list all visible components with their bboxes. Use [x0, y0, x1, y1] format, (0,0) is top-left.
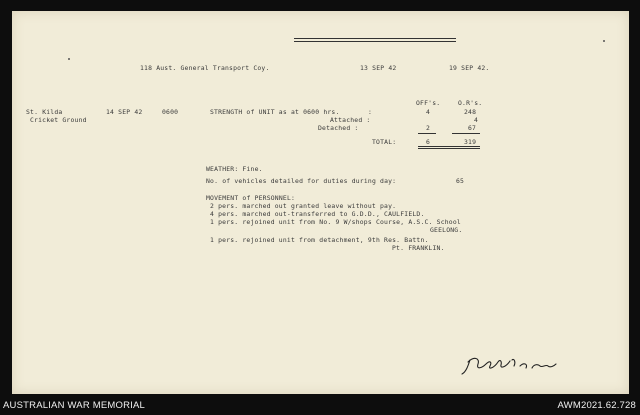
- detached-officers: 2: [426, 124, 431, 132]
- date-from: 13 SEP 42: [360, 64, 397, 72]
- top-rule-2: [294, 41, 456, 42]
- entry-date: 14 SEP 42: [106, 108, 143, 116]
- total-double-rule-1: [418, 146, 480, 147]
- place-line-1: St. Kilda: [26, 108, 63, 116]
- detached-label: Detached :: [318, 124, 359, 132]
- movement-line: 1 pers. rejoined unit from detachment, 9th Res. Battn.: [210, 236, 429, 244]
- movement-line: Pt. FRANKLIN.: [392, 244, 445, 252]
- vehicles-value: 65: [456, 177, 465, 185]
- col-header-officers: OFF's.: [416, 99, 441, 107]
- footer-institution: AUSTRALIAN WAR MEMORIAL: [3, 400, 146, 411]
- weather: WEATHER: Fine.: [206, 165, 263, 173]
- entry-time: 0600: [162, 108, 179, 116]
- movement-heading: MOVEMENT of PERSONNEL:: [206, 194, 296, 202]
- total-double-rule-2: [418, 148, 480, 149]
- total-rule-officers: [418, 133, 436, 134]
- strength-other-ranks: 248: [464, 108, 477, 116]
- paper-speck: [603, 40, 605, 42]
- detached-other-ranks: 67: [468, 124, 477, 132]
- attached-label: Attached :: [330, 116, 371, 124]
- date-to: 19 SEP 42.: [449, 64, 490, 72]
- strength-label: STRENGTH of UNIT as at 0600 hrs.: [210, 108, 340, 116]
- total-other-ranks: 319: [464, 138, 477, 146]
- movement-line: 4 pers. marched out-transferred to G.D.D., CAULFIELD.: [210, 210, 425, 218]
- movement-line: 1 pers. rejoined unit from No. 9 W/shops Course, A.S.C. School: [210, 218, 461, 226]
- col-header-other-ranks: O.R's.: [458, 99, 483, 107]
- total-officers: 6: [426, 138, 431, 146]
- top-rule-1: [294, 38, 456, 39]
- paper-speck: [68, 58, 70, 60]
- signature-image: [456, 352, 566, 378]
- attached-other-ranks: 4: [474, 116, 479, 124]
- strength-officers: 4: [426, 108, 431, 116]
- footer-accession-number: AWM2021.62.728: [557, 400, 636, 411]
- total-label: TOTAL:: [372, 138, 397, 146]
- strength-row-colon: :: [368, 108, 373, 116]
- movement-line: 2 pers. marched out granted leave without pay.: [210, 202, 397, 210]
- movement-line: GEELONG.: [430, 226, 463, 234]
- vehicles-label: No. of vehicles detailed for duties during day:: [206, 177, 397, 185]
- unit-name: 118 Aust. General Transport Coy.: [140, 64, 270, 72]
- total-rule-other-ranks: [452, 133, 480, 134]
- place-line-2: Cricket Ground: [30, 116, 87, 124]
